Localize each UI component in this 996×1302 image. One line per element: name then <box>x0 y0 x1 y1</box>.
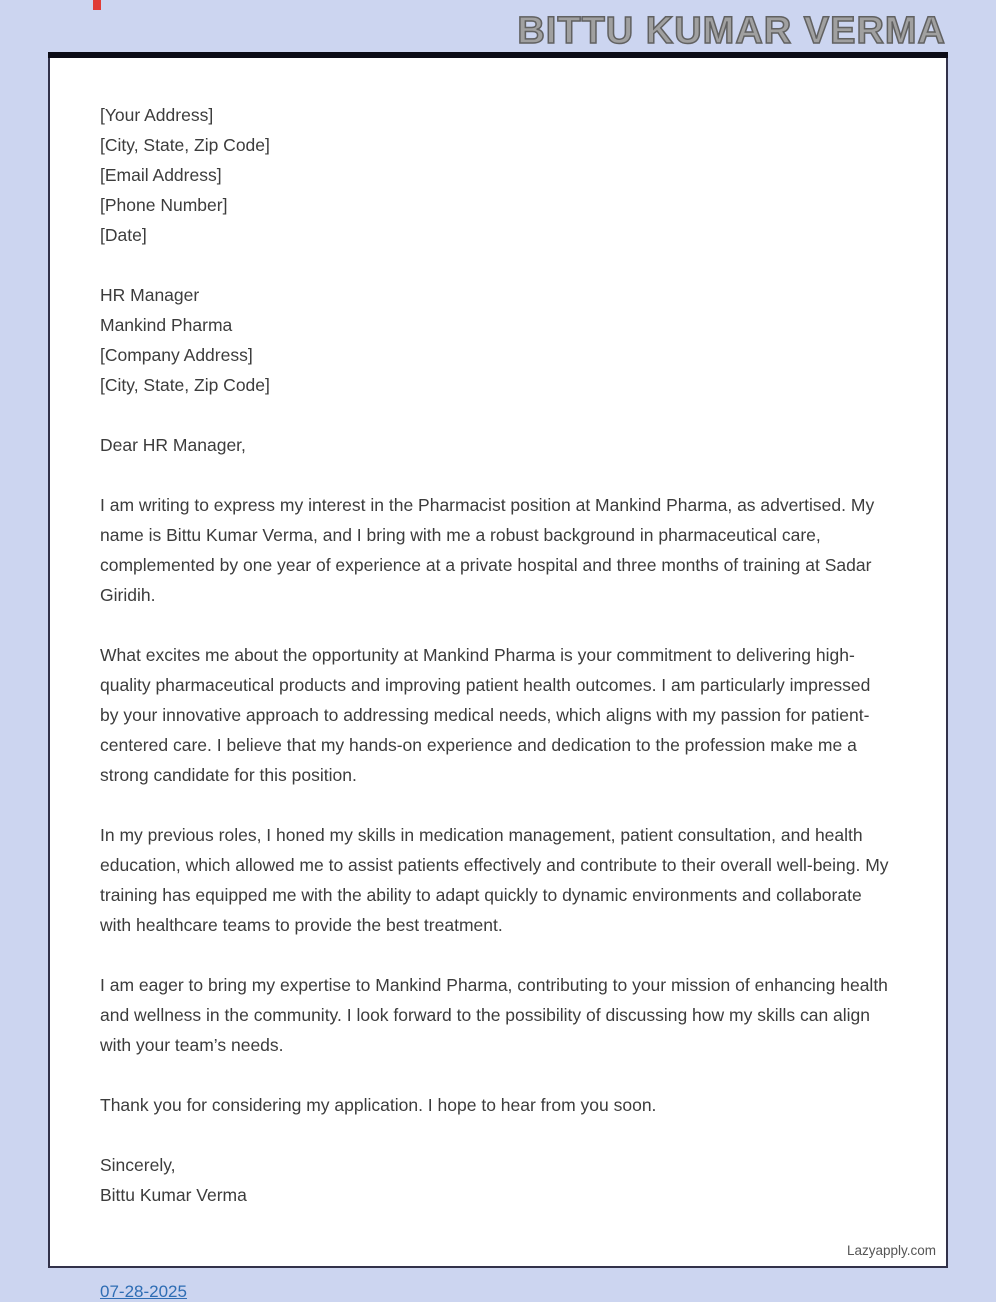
recipient-line: [Company Address] <box>100 345 253 365</box>
salutation-text: Dear HR Manager, <box>100 435 246 455</box>
closing-text: Sincerely, <box>100 1155 176 1175</box>
recipient-line: [City, State, Zip Code] <box>100 375 270 395</box>
sender-address-block <box>100 100 890 250</box>
sender-address-line: [City, State, Zip Code] <box>100 135 270 155</box>
signature-block <box>100 1150 890 1210</box>
salutation <box>100 430 890 460</box>
sender-address-line: [Email Address] <box>100 165 222 185</box>
letter-content <box>50 58 946 1210</box>
letter-page <box>48 58 948 1268</box>
body-paragraph <box>100 640 890 790</box>
recipient-line: Mankind Pharma <box>100 315 233 335</box>
date-link[interactable]: 07-28-2025 <box>100 1282 187 1301</box>
recipient-line: HR Manager <box>100 285 200 305</box>
sender-address-line: [Phone Number] <box>100 195 228 215</box>
paragraph-text: Thank you for considering my application. I hope to hear from you soon. <box>100 1095 657 1115</box>
red-marker <box>93 0 101 10</box>
body-paragraph <box>100 970 890 1060</box>
signature-name: Bittu Kumar Verma <box>100 1185 247 1205</box>
body-paragraph <box>100 1090 890 1120</box>
paragraph-text: I am writing to express my interest in the Pharmacist position at Mankind Pharma, as advertised. My name is Bittu Kumar Verma, and I bring with me a robust background in pharmaceutical care, complemented by one year of experience at a private hospital and three months of training at Sadar Giridih. <box>100 495 875 605</box>
paragraph-text: What excites me about the opportunity at Mankind Pharma is your commitment to delivering high-quality pharmaceutical products and improving patient health outcomes. I am particularly impressed by your innovative approach to addressing medical needs, which aligns with my passion for patient-centered care. I believe that my hands-on experience and dedication to the profession make me a strong candidate for this position. <box>100 645 871 785</box>
watermark: Lazyapply.com <box>846 1243 936 1258</box>
paragraph-text: In my previous roles, I honed my skills in medication management, patient consultation, and health education, which allowed me to assist patients effectively and contribute to their overall well-being. My training has equipped me with the ability to adapt quickly to dynamic environments and collaborate with healthcare teams to provide the best treatment. <box>100 825 889 935</box>
sender-address-line: [Date] <box>100 225 147 245</box>
header-name: BITTU KUMAR VERMA <box>517 10 946 52</box>
sender-address-line: [Your Address] <box>100 105 214 125</box>
paragraph-text: I am eager to bring my expertise to Mankind Pharma, contributing to your mission of enhancing health and wellness in the community. I look forward to the possibility of discussing how my skills can align with your team’s needs. <box>100 975 888 1055</box>
recipient-address-block <box>100 280 890 400</box>
body-paragraph <box>100 490 890 610</box>
body-paragraph <box>100 820 890 940</box>
